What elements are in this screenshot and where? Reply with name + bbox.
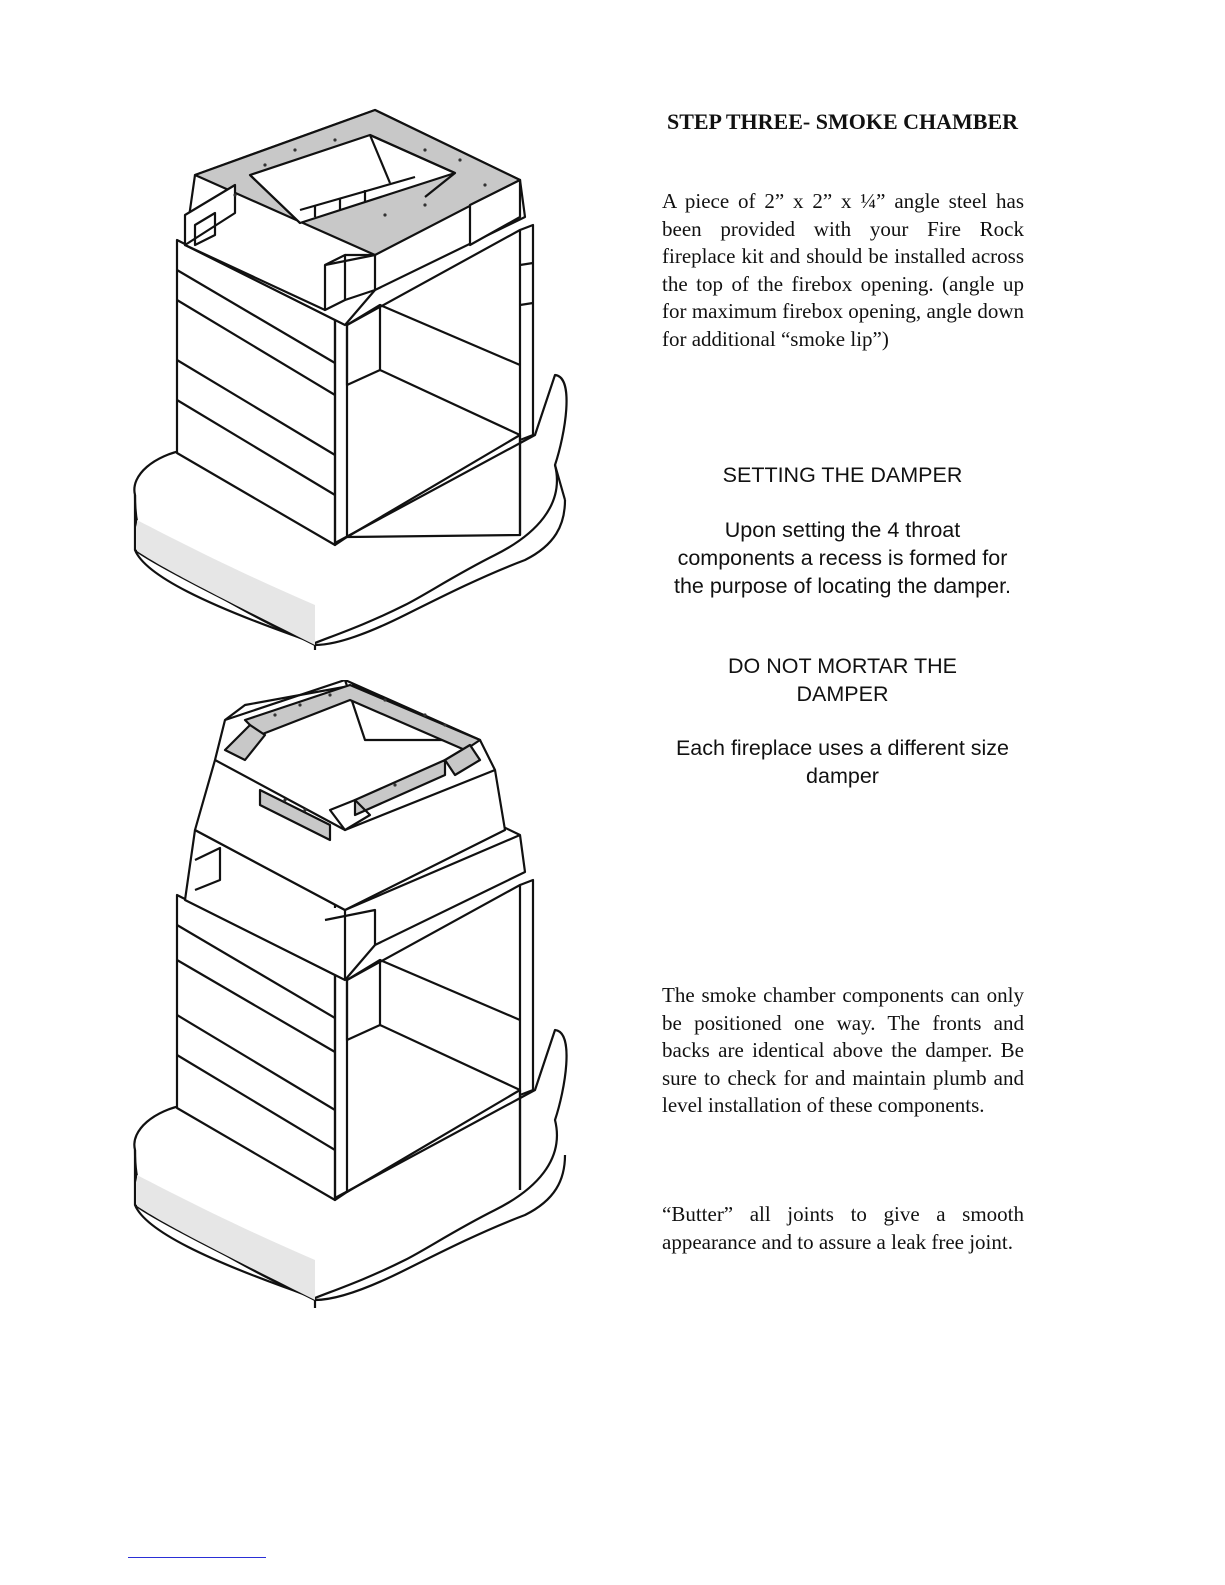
do-not-mortar-warning: DO NOT MORTAR THE DAMPER — [728, 654, 957, 706]
smoke-chamber-illustration — [125, 680, 575, 1320]
footer-rule — [128, 1557, 266, 1558]
step-three-heading: STEP THREE- SMOKE CHAMBER — [666, 109, 1019, 134]
firebox-throat-illustration — [125, 105, 575, 650]
damper-recess-paragraph: Upon setting the 4 throat components a recess is formed for the purpose of locating the damper. — [673, 518, 1012, 598]
damper-size-note: Each fireplace uses a different size damper — [675, 736, 1010, 788]
smoke-chamber-paragraph: The smoke chamber components can only be positioned one way. The fronts and backs are identical above the damper. Be sure to check for and maintain plumb and level installation of these components. — [662, 983, 1024, 1117]
butter-joints-paragraph: “Butter” all joints to give a smooth appearance and to assure a leak free joint. — [662, 1202, 1024, 1254]
angle-steel-paragraph: A piece of 2” x 2” x ¼” angle steel has been provided with your Fire Rock fireplace kit and should be installed across the top of the firebox opening. (angle up for maximum firebox opening, angle down for additional “smoke lip”) — [662, 189, 1024, 351]
setting-damper-heading: SETTING THE DAMPER — [722, 463, 963, 487]
